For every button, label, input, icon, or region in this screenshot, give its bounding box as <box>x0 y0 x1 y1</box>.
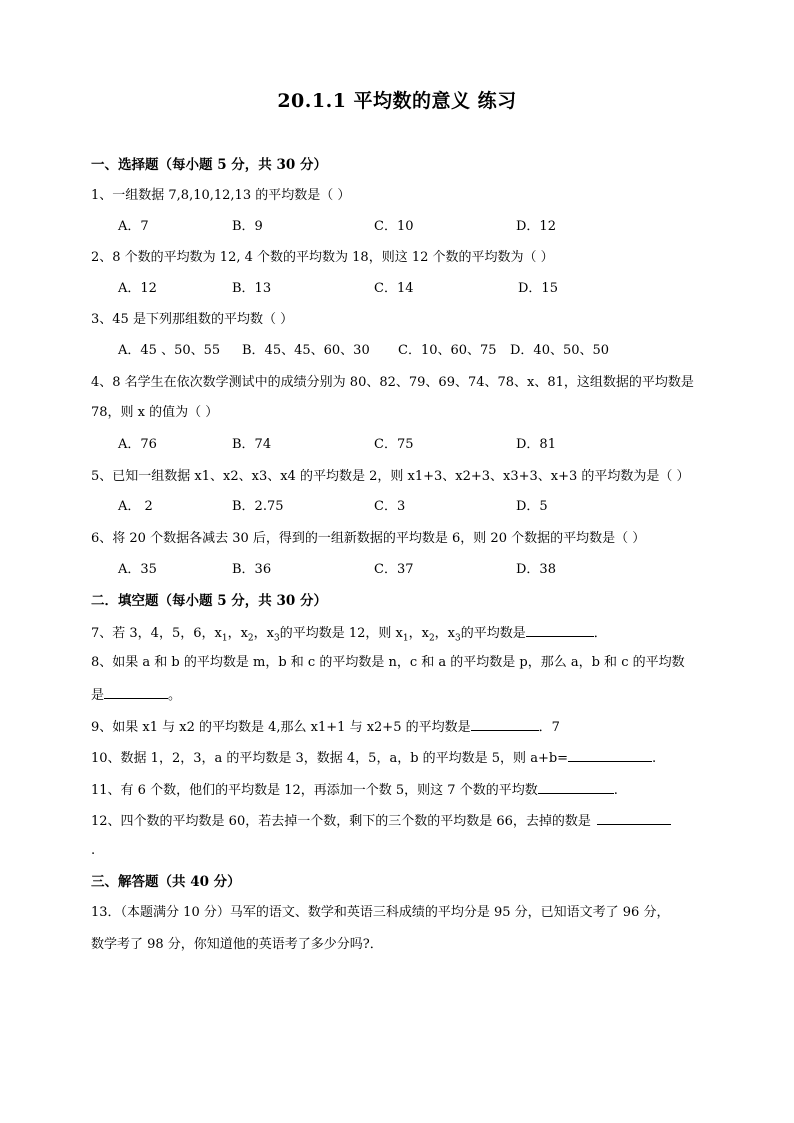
question-11-text: 11、有 6 个数，他们的平均数是 12，再添加一个数 5，则这 7 个数的平均数 <box>91 783 538 798</box>
question-2-stem: 2、8 个数的平均数为 12, 4 个数的平均数为 18，则这 12 个数的平均数为（ ） <box>91 250 554 265</box>
question-1-option-b: B．9 <box>232 219 263 234</box>
question-1-option-a: A．7 <box>118 219 149 234</box>
question-3-option-b: B．45、45、60、30 <box>242 343 370 358</box>
section-heading-choice: 一、选择题（每小题 5 分，共 30 分） <box>91 157 327 173</box>
question-8-line2 <box>91 684 181 706</box>
question-12-text: 12、四个数的平均数是 60，若去掉一个数，剩下的三个数的平均数是 66，去掉的数是 <box>91 814 591 829</box>
subscript: 3 <box>455 633 461 644</box>
question-2-option-b: B．13 <box>232 281 272 296</box>
answer-blank-10[interactable] <box>568 747 652 762</box>
question-9 <box>91 716 560 738</box>
question-2-option-c: C．14 <box>374 281 414 296</box>
question-4-option-a: A．76 <box>118 437 157 452</box>
question-5-option-b: B．2.75 <box>232 499 284 514</box>
answer-blank-7[interactable] <box>526 622 594 637</box>
question-4-stem-line2: 78，则 x 的值为（ ） <box>91 405 219 420</box>
question-6-option-d: D．38 <box>516 562 556 577</box>
subscript: 2 <box>247 633 254 644</box>
question-7-text: 7、若 3，4，5，6，x <box>91 626 222 641</box>
question-7-text: ，x <box>227 626 248 641</box>
question-4-stem-line1: 4、8 名学生在依次数学测试中的成绩分别为 80、82、79、69、74、78、x、81，这组数据的平均数是 <box>91 375 694 390</box>
question-6-option-b: B．36 <box>232 562 272 577</box>
question-6-option-a: A．35 <box>118 562 157 577</box>
subscript: 1 <box>402 633 409 644</box>
question-13-line2: 数学考了 98 分，你知道他的英语考了多少分吗?． <box>91 937 383 952</box>
question-10-text: . <box>652 751 657 766</box>
question-5-option-c: C．3 <box>374 499 406 514</box>
answer-blank-12[interactable] <box>597 810 671 825</box>
question-12-period: . <box>91 843 96 858</box>
question-5-stem: 5、已知一组数据 x1、x2、x3、x4 的平均数是 2，则 x1+3、x2+3、x3+3、x+3 的平均数为是（ ） <box>91 469 690 484</box>
question-3-option-a: A．45 、50、55 <box>118 343 221 358</box>
question-1-option-c: C．10 <box>374 219 414 234</box>
answer-blank-11[interactable] <box>538 779 614 794</box>
question-7-text: ，x <box>434 626 456 641</box>
page-title: 20.1.1 平均数的意义 练习 <box>277 90 517 112</box>
question-8-line1: 8、如果 a 和 b 的平均数是 m，b 和 c 的平均数是 n，c 和 a 的平均数是 p，那么 a，b 和 c 的平均数 <box>91 655 685 670</box>
question-9-text: 9、如果 x1 与 x2 的平均数是 4,那么 x1+1 与 x2+5 的平均数是 <box>91 720 471 735</box>
subscript: 2 <box>428 633 435 644</box>
question-12 <box>91 810 671 832</box>
question-3-stem: 3、45 是下列那组数的平均数（ ） <box>91 312 294 327</box>
question-13-line1: 13．（本题满分 10 分）马军的语文、数学和英语三科成绩的平均分是 95 分，已知语文考了 96 分， <box>91 905 670 920</box>
question-1-stem: 1、一组数据 7,8,10,12,13 的平均数是（ ） <box>91 188 351 203</box>
question-10 <box>91 747 656 769</box>
question-9-text: ．7 <box>538 720 560 735</box>
question-7 <box>91 622 607 649</box>
question-4-option-d: D．81 <box>516 437 556 452</box>
question-7-text: 的平均数是 12，则 x <box>279 626 403 641</box>
question-7-text: ，x <box>253 626 274 641</box>
question-5-option-d: D．5 <box>516 499 548 514</box>
question-7-text: ，x <box>408 626 429 641</box>
question-5-option-a: A． 2 <box>118 499 153 514</box>
question-2-option-d: D．15 <box>518 281 558 296</box>
question-10-text: 10、数据 1，2，3，a 的平均数是 3，数据 4，5，a，b 的平均数是 5，则 a+b= <box>91 751 569 766</box>
section-heading-answer: 三、解答题（共 40 分） <box>91 874 241 890</box>
question-4-option-b: B．74 <box>232 437 272 452</box>
subscript: 3 <box>273 633 280 644</box>
question-6-stem: 6、将 20 个数据各减去 30 后，得到的一组新数据的平均数是 6，则 20 个数据的平均数是（ ） <box>91 531 646 546</box>
question-6-option-c: C．37 <box>374 562 414 577</box>
answer-blank-8[interactable] <box>104 684 168 699</box>
question-3-option-c: C．10、60、75 <box>398 343 497 358</box>
question-2-option-a: A．12 <box>118 281 157 296</box>
question-8-text: 。 <box>168 688 182 703</box>
question-7-text: 的平均数是 <box>460 626 526 641</box>
section-heading-fill-in: 二．填空题（每小题 5 分，共 30 分） <box>91 593 327 609</box>
question-8-text: 是 <box>91 688 105 703</box>
question-4-option-c: C．75 <box>374 437 414 452</box>
question-11 <box>91 779 618 801</box>
question-1-option-d: D．12 <box>516 219 556 234</box>
question-3-option-d: D．40、50、50 <box>510 343 610 358</box>
question-7-text: ． <box>593 626 607 641</box>
answer-blank-9[interactable] <box>471 716 539 731</box>
question-11-text: . <box>613 783 618 798</box>
subscript: 1 <box>221 633 228 644</box>
